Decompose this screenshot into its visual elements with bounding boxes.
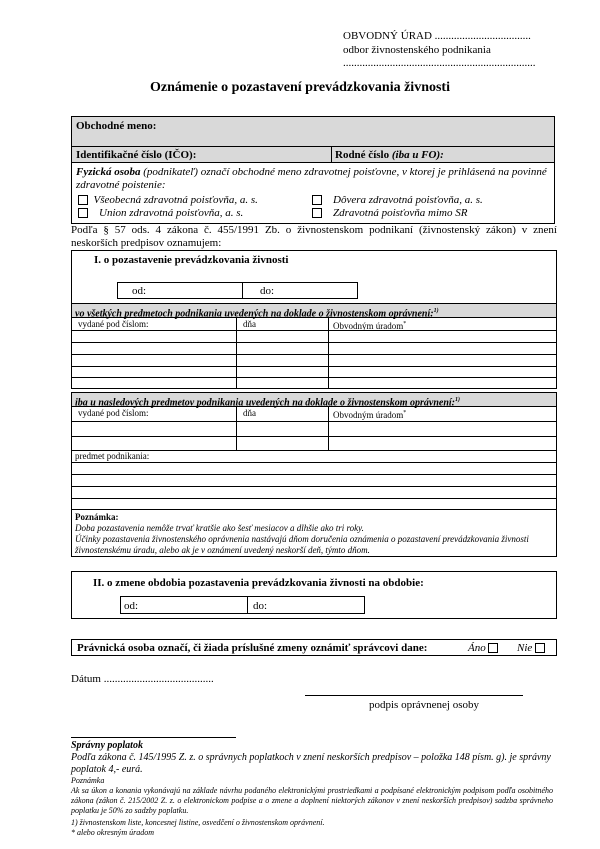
insurer-option-vszp[interactable] <box>78 194 258 207</box>
birth-number-note: (iba u FO): <box>391 149 444 161</box>
following-subjects-header <box>72 393 556 407</box>
all-subjects-table <box>71 303 557 389</box>
checkbox[interactable] <box>78 195 88 205</box>
row-divider <box>72 498 556 499</box>
all-subjects-text: vo všetkých predmetoch podnikania uvedených na doklade o živnostenskom oprávnení: <box>75 308 434 320</box>
legal-entity-yes-option[interactable] <box>468 642 498 655</box>
footer-note-heading: Poznámka <box>71 776 105 785</box>
yes-label: Áno <box>468 642 486 654</box>
office-department: odbor živnostenského podnikania <box>343 44 491 56</box>
col-date: dňa <box>243 408 256 418</box>
footnote-ref: 1) <box>433 308 439 314</box>
footer-divider <box>71 737 236 738</box>
row-divider <box>72 421 556 422</box>
to-label: do: <box>253 600 268 612</box>
section-2 <box>71 571 557 619</box>
note-line-1: Doba pozastavenia nemôže trvať kratšie ako šesť mesiacov a dlhšie ako tri roky. <box>75 523 364 533</box>
footnote-1: 1) živnostenskom liste, koncesnej listine, osvedčení o živnostenskom oprávnení. <box>71 818 325 827</box>
col-divider <box>236 406 237 450</box>
checkbox[interactable] <box>312 208 322 218</box>
col-divider <box>236 317 237 389</box>
signature-line[interactable] <box>305 695 523 696</box>
insurer-label: Union zdravotná poisťovňa, a. s. <box>99 207 244 219</box>
row-divider <box>72 486 556 487</box>
fee-heading: Správny poplatok <box>71 740 143 751</box>
row-divider <box>72 436 556 437</box>
row-divider <box>72 342 556 343</box>
col-office-text: Obvodným úradom <box>333 410 404 420</box>
fee-text: Podľa zákona č. 145/1995 Z. z. o správnych poplatkoch v znení neskorších predpisov – položka 148 písm. g). je správny poplatok 4,- eurá. <box>71 752 551 775</box>
all-subjects-header <box>72 304 556 318</box>
law-text: Podľa § 57 ods. 4 zákona č. 455/1991 Zb. o živnostenskom podnikaní (živnostenský zákon) v znení neskorších predpisov oznamujem: <box>71 224 557 249</box>
col-date: dňa <box>243 319 256 329</box>
business-name-label: Obchodné meno: <box>76 120 157 132</box>
section-2-to-field[interactable] <box>247 596 365 614</box>
row-divider <box>72 462 556 463</box>
footnote-ref: * <box>403 410 407 416</box>
ico-field[interactable] <box>71 146 332 163</box>
legal-entity-text: Právnická osoba označí, či žiada príslušné zmeny oznámiť správcovi dane: <box>77 642 428 654</box>
checkbox[interactable] <box>312 195 322 205</box>
row-divider <box>72 474 556 475</box>
col-office-text: Obvodným úradom <box>333 321 404 331</box>
from-label: od: <box>132 285 147 297</box>
from-label: od: <box>124 600 139 612</box>
to-label: do: <box>260 285 275 297</box>
date-field[interactable]: Dátum ........................................ <box>71 673 214 685</box>
ico-label: Identifikačné číslo (IČO): <box>76 149 197 161</box>
birth-number-label: Rodné číslo <box>335 149 390 161</box>
following-subjects-text: iba u nasledových predmetov podnikania uvedených na doklade o živnostenskom oprávnení: <box>75 397 455 409</box>
footnote-ref: * <box>403 321 407 327</box>
row-divider <box>72 366 556 367</box>
col-office <box>333 408 406 421</box>
yes-checkbox[interactable] <box>488 643 498 653</box>
col-issued: vydané pod číslom: <box>78 319 149 329</box>
birth-number-label-wrap <box>335 149 444 162</box>
section-1-from-field[interactable] <box>117 282 243 299</box>
col-divider <box>328 406 329 450</box>
row-divider <box>72 354 556 355</box>
insurer-intro-bold: Fyzická osoba <box>76 166 141 178</box>
insurer-option-dovera[interactable] <box>312 194 483 207</box>
section-1-heading: I. o pozastavenie prevádzkovania živnosti <box>94 254 289 266</box>
insurer-label: Všeobecná zdravotná poisťovňa, a. s. <box>93 194 258 206</box>
col-divider <box>328 317 329 389</box>
footnote-2: * alebo okresným úradom <box>71 828 155 837</box>
business-name-field[interactable] <box>71 116 555 147</box>
page-title: Oznámenie o pozastavení prevádzkovania živnosti <box>150 80 450 95</box>
insurer-option-union[interactable] <box>78 207 243 220</box>
insurer-intro-text: (podnikateľ) označí obchodné meno zdravotnej poisťovne, v ktorej je prihlásená na povinné zdravotné poistenie: <box>76 166 547 191</box>
insurer-label: Dôvera zdravotná poisťovňa, a. s. <box>333 194 483 206</box>
section-1-header <box>71 250 557 304</box>
footer-note-text: Ak sa úkon a konania vykonávajú na základe návrhu podaného elektronickými prostriedkami a podpísané elektronickým podpisom podľa osobitného zákona (zákon č. 215/2002 Z. z. o elektronickom podpise a o zmene a doplnení niektorých zákonov v znení neskorších predpisov) sadzba správneho poplatku je 50% zo sadzby poplatku. <box>71 786 553 815</box>
note-heading: Poznámka: <box>75 512 119 522</box>
footnote-ref: 1) <box>455 397 460 403</box>
no-checkbox[interactable] <box>535 643 545 653</box>
no-label: Nie <box>517 642 533 654</box>
section-2-from-field[interactable] <box>120 596 248 614</box>
following-subjects-table <box>71 392 557 510</box>
note-box <box>71 509 557 557</box>
insurer-label: Zdravotná poisťovňa mimo SR <box>333 207 468 219</box>
note-line-2: Účinky pozastavenia živnostenského oprávnenia nastávajú dňom doručenia oznámenia o pozastavení prevádzkovania živnosti živnostenskému úradu, alebo ak je v oznámení uvedený neskorší deň, týmto dňom. <box>75 534 529 555</box>
insurer-section <box>71 162 555 224</box>
office-address-line: ...................................................................... <box>343 57 536 69</box>
section-2-heading: II. o zmene obdobia pozastavenia prevádzkovania živnosti na obdobie: <box>93 577 424 589</box>
birth-number-field[interactable] <box>331 146 555 163</box>
col-issued: vydané pod číslom: <box>78 408 149 418</box>
subject-label: predmet podnikania: <box>75 451 150 461</box>
row-divider <box>72 377 556 378</box>
office-name: OBVODNÝ ÚRAD ................................... <box>343 30 531 42</box>
legal-entity-no-option[interactable] <box>517 642 545 655</box>
signature-label: podpis oprávnenej osoby <box>369 699 479 711</box>
row-divider <box>72 330 556 331</box>
legal-entity-box <box>71 639 557 656</box>
section-1-to-field[interactable] <box>242 282 358 299</box>
insurer-intro <box>76 166 550 192</box>
insurer-option-foreign[interactable] <box>312 207 467 220</box>
checkbox[interactable] <box>78 208 88 218</box>
